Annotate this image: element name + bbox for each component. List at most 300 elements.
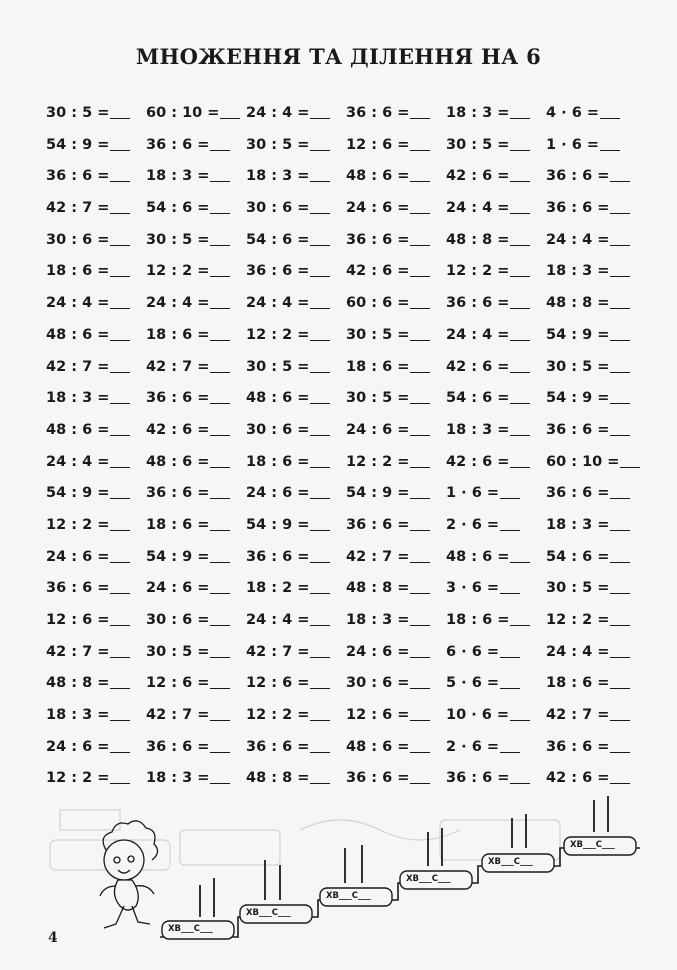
math-exercise: [246, 510, 346, 542]
exercise-text: 36 : 6 =: [246, 263, 310, 280]
math-exercise: [46, 415, 146, 447]
exercise-text: 18 : 3 =: [246, 168, 310, 185]
answer-blank[interactable]: [610, 389, 630, 404]
exercise-text: 18 : 3 =: [346, 612, 410, 628]
answer-blank[interactable]: [610, 421, 630, 436]
exercise-text: 24 : 6 =: [46, 738, 110, 755]
answer-blank[interactable]: [310, 453, 330, 468]
exercise-text: 36 : 6 =: [146, 136, 210, 153]
exercise-text: 12 : 2 =: [46, 516, 110, 533]
answer-blank[interactable]: [510, 104, 530, 119]
math-exercise: [546, 383, 646, 415]
answer-blank[interactable]: [210, 326, 230, 341]
exercise-text: 18 : 3 =: [446, 421, 510, 438]
answer-blank[interactable]: [310, 548, 330, 563]
exercise-text: 42 : 7 =: [246, 643, 310, 660]
exercise-text: 42 : 7 =: [146, 358, 210, 375]
math-exercise: [246, 225, 346, 257]
answer-blank[interactable]: [410, 516, 430, 531]
answer-blank[interactable]: [510, 136, 530, 151]
answer-blank[interactable]: [310, 674, 330, 689]
math-exercise: [46, 383, 146, 415]
math-exercise: [446, 352, 546, 384]
exercise-text: 42 : 6 =: [446, 168, 510, 185]
answer-blank[interactable]: [510, 326, 530, 341]
math-exercise: [446, 732, 546, 764]
math-exercise: [246, 383, 346, 415]
exercise-text: 12 : 6 =: [246, 675, 310, 692]
answer-blank[interactable]: [110, 389, 130, 404]
answer-blank[interactable]: [310, 136, 330, 151]
answer-blank[interactable]: [110, 706, 130, 721]
answer-blank[interactable]: [110, 358, 130, 373]
exercise-text: 36 : 6 =: [546, 485, 610, 502]
answer-blank[interactable]: [210, 136, 230, 151]
answer-blank[interactable]: [110, 104, 130, 119]
answer-blank[interactable]: [510, 262, 530, 277]
math-exercise: [446, 193, 546, 225]
exercise-text: 48 : 6 =: [346, 738, 410, 755]
exercise-text: 12 : 6 =: [346, 136, 410, 153]
answer-blank[interactable]: [210, 738, 230, 753]
answer-blank[interactable]: [600, 104, 620, 119]
answer-blank[interactable]: [210, 674, 230, 689]
exercise-text: 12 : 6 =: [46, 612, 110, 628]
math-exercise: [246, 161, 346, 193]
exercise-text: 48 : 8 =: [546, 295, 610, 312]
math-exercise: [246, 256, 346, 288]
exercise-text: 30 : 5 =: [246, 136, 310, 153]
exercise-text: 36 : 6 =: [46, 168, 110, 185]
answer-blank[interactable]: [310, 326, 330, 341]
answer-blank[interactable]: [600, 136, 620, 151]
math-exercise: [346, 161, 446, 193]
math-exercise: [446, 320, 546, 352]
answer-blank[interactable]: [510, 769, 530, 784]
answer-blank[interactable]: [210, 231, 230, 246]
answer-blank[interactable]: [210, 389, 230, 404]
staircase-illustration: [0, 790, 677, 940]
answer-blank[interactable]: [610, 231, 630, 246]
answer-blank[interactable]: [410, 643, 430, 658]
exercise-text: 48 : 8 =: [446, 231, 510, 248]
answer-blank[interactable]: [210, 579, 230, 594]
exercise-text: 30 : 5 =: [446, 136, 510, 153]
exercise-text: 12 : 2 =: [146, 263, 210, 280]
answer-blank[interactable]: [410, 136, 430, 151]
exercise-text: 1 · 6 =: [446, 485, 499, 502]
math-exercise: [546, 732, 646, 764]
answer-blank[interactable]: [110, 294, 130, 309]
math-exercise: [446, 256, 546, 288]
answer-blank[interactable]: [410, 231, 430, 246]
answer-blank[interactable]: [510, 548, 530, 563]
math-exercise: [246, 668, 346, 700]
answer-blank[interactable]: [410, 706, 430, 721]
math-exercise: [146, 383, 246, 415]
exercise-text: 36 : 6 =: [46, 580, 110, 597]
math-exercise: [346, 193, 446, 225]
math-exercise: [46, 478, 146, 510]
answer-blank[interactable]: [220, 104, 240, 119]
math-exercise: [146, 732, 246, 764]
answer-blank[interactable]: [500, 484, 520, 499]
answer-blank[interactable]: [410, 453, 430, 468]
answer-blank[interactable]: [510, 389, 530, 404]
math-exercise: [246, 700, 346, 732]
math-exercise: [446, 161, 546, 193]
exercise-text: 24 : 6 =: [346, 643, 410, 660]
math-exercise: [346, 542, 446, 574]
math-exercise: [146, 700, 246, 732]
exercise-text: 24 : 4 =: [146, 295, 210, 312]
answer-blank[interactable]: [510, 358, 530, 373]
exercise-text: 24 : 4 =: [46, 295, 110, 312]
math-exercise: [146, 320, 246, 352]
math-exercise: [546, 542, 646, 574]
answer-blank[interactable]: [310, 484, 330, 499]
answer-blank[interactable]: [310, 421, 330, 436]
math-exercise: [46, 256, 146, 288]
answer-blank[interactable]: [410, 358, 430, 373]
exercise-text: 48 : 6 =: [146, 453, 210, 470]
answer-blank[interactable]: [610, 484, 630, 499]
math-exercise: [446, 98, 546, 130]
exercise-text: 12 : 2 =: [346, 453, 410, 470]
math-exercise: [546, 510, 646, 542]
exercise-text: 30 : 5 =: [246, 358, 310, 375]
exercise-text: 48 : 6 =: [346, 168, 410, 185]
answer-blank[interactable]: [610, 167, 630, 182]
math-exercise: [46, 320, 146, 352]
exercise-text: 54 : 6 =: [246, 231, 310, 248]
answer-blank[interactable]: [500, 674, 520, 689]
math-exercise: [346, 383, 446, 415]
answer-blank[interactable]: [110, 738, 130, 753]
exercise-text: 18 : 6 =: [246, 453, 310, 470]
math-exercise: [246, 573, 346, 605]
answer-blank[interactable]: [610, 262, 630, 277]
math-exercise: [346, 225, 446, 257]
math-exercise: [346, 98, 446, 130]
math-exercise: [46, 605, 146, 637]
answer-blank[interactable]: [510, 199, 530, 214]
exercise-text: 36 : 6 =: [546, 421, 610, 438]
math-exercise: [246, 288, 346, 320]
answer-blank[interactable]: [110, 421, 130, 436]
answer-blank[interactable]: [110, 643, 130, 658]
exercise-text: 4 · 6 =: [546, 105, 599, 121]
answer-blank[interactable]: [310, 769, 330, 784]
answer-blank[interactable]: [210, 706, 230, 721]
answer-blank[interactable]: [310, 262, 330, 277]
math-exercise: [146, 478, 246, 510]
answer-blank[interactable]: [110, 516, 130, 531]
exercise-text: 24 : 6 =: [346, 200, 410, 217]
exercise-text: 24 : 6 =: [346, 421, 410, 438]
exercise-text: 36 : 6 =: [546, 738, 610, 755]
answer-blank[interactable]: [310, 738, 330, 753]
answer-blank[interactable]: [410, 326, 430, 341]
exercise-text: 12 : 2 =: [446, 263, 510, 280]
answer-blank[interactable]: [410, 294, 430, 309]
math-exercise: [146, 637, 246, 669]
math-exercise: [346, 352, 446, 384]
exercise-text: 6 · 6 =: [446, 643, 499, 660]
math-exercise: [546, 98, 646, 130]
answer-blank[interactable]: [310, 294, 330, 309]
math-exercise: [346, 732, 446, 764]
answer-blank[interactable]: [310, 389, 330, 404]
page-number: 4: [48, 930, 58, 946]
exercise-text: 54 : 6 =: [146, 200, 210, 217]
answer-blank[interactable]: [610, 611, 630, 626]
answer-blank[interactable]: [410, 738, 430, 753]
exercise-text: 36 : 6 =: [246, 548, 310, 565]
math-exercise: [246, 320, 346, 352]
answer-blank[interactable]: [610, 643, 630, 658]
answer-blank[interactable]: [510, 294, 530, 309]
exercise-text: 30 : 5 =: [546, 580, 610, 597]
step-label: ХВ___С___: [570, 840, 615, 850]
math-exercise: [46, 573, 146, 605]
answer-blank[interactable]: [110, 167, 130, 182]
answer-blank[interactable]: [410, 167, 430, 182]
answer-blank[interactable]: [410, 484, 430, 499]
exercise-grid: [46, 98, 646, 795]
math-exercise: [546, 320, 646, 352]
answer-blank[interactable]: [210, 358, 230, 373]
math-exercise: [446, 637, 546, 669]
answer-blank[interactable]: [210, 548, 230, 563]
exercise-text: 36 : 6 =: [346, 105, 410, 121]
exercise-text: 36 : 6 =: [546, 200, 610, 217]
exercise-text: 42 : 7 =: [146, 707, 210, 724]
exercise-text: 12 : 2 =: [246, 326, 310, 343]
answer-blank[interactable]: [110, 484, 130, 499]
math-exercise: [446, 225, 546, 257]
exercise-text: 24 : 4 =: [246, 612, 310, 628]
answer-blank[interactable]: [610, 326, 630, 341]
exercise-text: 18 : 3 =: [446, 105, 510, 121]
exercise-text: 5 · 6 =: [446, 675, 499, 692]
math-exercise: [146, 256, 246, 288]
math-exercise: [346, 320, 446, 352]
answer-blank[interactable]: [310, 199, 330, 214]
exercise-text: 18 : 3 =: [146, 168, 210, 185]
answer-blank[interactable]: [310, 643, 330, 658]
answer-blank[interactable]: [410, 674, 430, 689]
answer-blank[interactable]: [500, 738, 520, 753]
math-exercise: [346, 700, 446, 732]
exercise-text: 24 : 4 =: [46, 453, 110, 470]
math-exercise: [546, 447, 646, 479]
math-exercise: [546, 352, 646, 384]
exercise-text: 42 : 6 =: [146, 421, 210, 438]
math-exercise: [346, 415, 446, 447]
answer-blank[interactable]: [310, 706, 330, 721]
math-exercise: [46, 130, 146, 162]
exercise-text: 54 : 6 =: [546, 548, 610, 565]
answer-blank[interactable]: [510, 167, 530, 182]
exercise-text: 42 : 7 =: [346, 548, 410, 565]
answer-blank[interactable]: [610, 548, 630, 563]
math-exercise: [446, 668, 546, 700]
math-exercise: [546, 573, 646, 605]
exercise-text: 30 : 6 =: [146, 612, 210, 628]
exercise-text: 60 : 10 =: [146, 105, 220, 121]
answer-blank[interactable]: [410, 104, 430, 119]
answer-blank[interactable]: [510, 453, 530, 468]
exercise-text: 24 : 4 =: [446, 326, 510, 343]
math-exercise: [46, 732, 146, 764]
answer-blank[interactable]: [110, 262, 130, 277]
answer-blank[interactable]: [210, 453, 230, 468]
answer-blank[interactable]: [610, 579, 630, 594]
step-label: ХВ___С___: [246, 908, 291, 918]
answer-blank[interactable]: [610, 199, 630, 214]
answer-blank[interactable]: [110, 579, 130, 594]
exercise-text: 30 : 5 =: [146, 643, 210, 660]
answer-blank[interactable]: [310, 579, 330, 594]
answer-blank[interactable]: [210, 611, 230, 626]
answer-blank[interactable]: [210, 167, 230, 182]
exercise-text: 54 : 9 =: [546, 326, 610, 343]
exercise-text: 3 · 6 =: [446, 580, 499, 597]
math-exercise: [146, 352, 246, 384]
math-exercise: [46, 193, 146, 225]
math-exercise: [46, 668, 146, 700]
answer-blank[interactable]: [410, 199, 430, 214]
exercise-text: 54 : 9 =: [46, 485, 110, 502]
answer-blank[interactable]: [610, 738, 630, 753]
answer-blank[interactable]: [110, 674, 130, 689]
answer-blank[interactable]: [410, 548, 430, 563]
exercise-text: 48 : 8 =: [346, 580, 410, 597]
answer-blank[interactable]: [410, 389, 430, 404]
exercise-text: 54 : 6 =: [446, 390, 510, 407]
math-exercise: [446, 130, 546, 162]
answer-blank[interactable]: [110, 453, 130, 468]
math-exercise: [446, 605, 546, 637]
math-exercise: [546, 256, 646, 288]
math-exercise: [446, 542, 546, 574]
exercise-text: 36 : 6 =: [146, 738, 210, 755]
math-exercise: [346, 668, 446, 700]
math-exercise: [346, 510, 446, 542]
answer-blank[interactable]: [620, 453, 640, 468]
exercise-text: 48 : 6 =: [246, 390, 310, 407]
answer-blank[interactable]: [210, 643, 230, 658]
answer-blank[interactable]: [210, 516, 230, 531]
answer-blank[interactable]: [410, 769, 430, 784]
answer-blank[interactable]: [410, 262, 430, 277]
answer-blank[interactable]: [510, 231, 530, 246]
answer-blank[interactable]: [110, 326, 130, 341]
exercise-text: 42 : 7 =: [46, 200, 110, 217]
math-exercise: [246, 98, 346, 130]
answer-blank[interactable]: [110, 231, 130, 246]
answer-blank[interactable]: [610, 358, 630, 373]
exercise-text: 30 : 6 =: [346, 675, 410, 692]
answer-blank[interactable]: [110, 199, 130, 214]
answer-blank[interactable]: [310, 516, 330, 531]
exercise-text: 54 : 9 =: [346, 485, 410, 502]
answer-blank[interactable]: [500, 643, 520, 658]
answer-blank[interactable]: [310, 231, 330, 246]
answer-blank[interactable]: [210, 199, 230, 214]
exercise-text: 48 : 6 =: [46, 421, 110, 438]
answer-blank[interactable]: [210, 484, 230, 499]
answer-blank[interactable]: [610, 769, 630, 784]
answer-blank[interactable]: [110, 769, 130, 784]
answer-blank[interactable]: [610, 516, 630, 531]
answer-blank[interactable]: [110, 611, 130, 626]
answer-blank[interactable]: [310, 167, 330, 182]
answer-blank[interactable]: [310, 104, 330, 119]
exercise-text: 36 : 6 =: [346, 770, 410, 787]
exercise-text: 1 · 6 =: [546, 136, 599, 153]
answer-blank[interactable]: [610, 674, 630, 689]
answer-blank[interactable]: [410, 611, 430, 626]
answer-blank[interactable]: [310, 358, 330, 373]
answer-blank[interactable]: [310, 611, 330, 626]
answer-blank[interactable]: [410, 421, 430, 436]
answer-blank[interactable]: [110, 136, 130, 151]
exercise-text: 42 : 6 =: [446, 358, 510, 375]
math-exercise: [446, 447, 546, 479]
math-exercise: [146, 161, 246, 193]
answer-blank[interactable]: [610, 706, 630, 721]
math-exercise: [546, 605, 646, 637]
step-label-boxes: [162, 837, 636, 939]
answer-blank[interactable]: [510, 706, 530, 721]
exercise-text: 10 · 6 =: [446, 707, 510, 724]
answer-blank[interactable]: [210, 294, 230, 309]
answer-blank[interactable]: [510, 421, 530, 436]
answer-blank[interactable]: [210, 769, 230, 784]
exercise-text: 18 : 3 =: [46, 707, 110, 724]
exercise-text: 18 : 6 =: [146, 516, 210, 533]
math-exercise: [246, 605, 346, 637]
answer-blank[interactable]: [500, 516, 520, 531]
answer-blank[interactable]: [410, 579, 430, 594]
math-exercise: [546, 478, 646, 510]
math-exercise: [246, 732, 346, 764]
exercise-text: 54 : 9 =: [46, 136, 110, 153]
answer-blank[interactable]: [110, 548, 130, 563]
math-exercise: [546, 668, 646, 700]
math-exercise: [446, 478, 546, 510]
exercise-text: 42 : 6 =: [546, 770, 610, 787]
math-exercise: [446, 700, 546, 732]
exercise-text: 54 : 9 =: [546, 390, 610, 407]
exercise-text: 30 : 5 =: [346, 390, 410, 407]
answer-blank[interactable]: [610, 294, 630, 309]
answer-blank[interactable]: [500, 579, 520, 594]
answer-blank[interactable]: [210, 421, 230, 436]
exercise-text: 48 : 8 =: [46, 675, 110, 692]
step-label: ХВ___С___: [406, 874, 451, 884]
exercise-text: 12 : 6 =: [346, 707, 410, 724]
exercise-text: 42 : 7 =: [46, 358, 110, 375]
math-exercise: [46, 225, 146, 257]
math-exercise: [546, 130, 646, 162]
answer-blank[interactable]: [510, 611, 530, 626]
answer-blank[interactable]: [210, 262, 230, 277]
math-exercise: [146, 573, 246, 605]
exercise-text: 60 : 10 =: [546, 453, 620, 470]
